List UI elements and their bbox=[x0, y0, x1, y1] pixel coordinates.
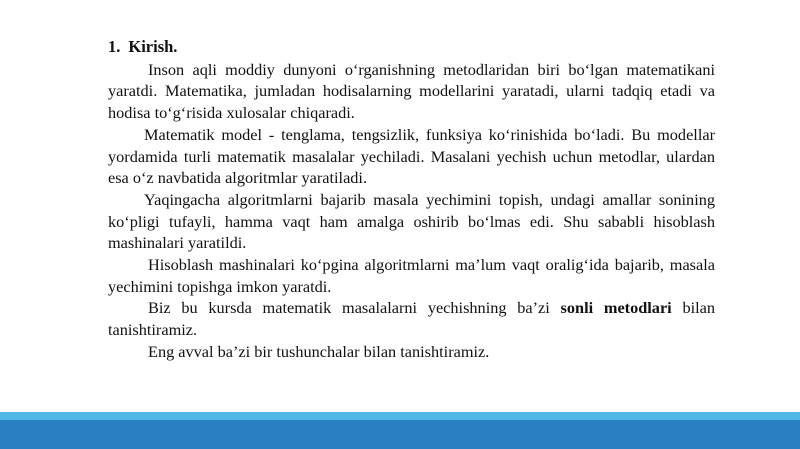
footer-stripe-light bbox=[0, 412, 800, 420]
section-title: Kirish. bbox=[128, 37, 178, 56]
paragraph-6: Eng avval ba’zi bir tushunchalar bilan tanishtiramiz. bbox=[148, 341, 490, 361]
paragraph-5-text-a: Biz bu kursda matematik masalalarni yechishning ba’zi bbox=[148, 298, 561, 318]
paragraph-3: Yaqingacha algoritmlarni bajarib masala yechimini topish, undagi amallar sonining ko‘pligi tufayli, hamma vaqt ham amalga oshirib bo‘lmas edi. Shu sababli hisoblash mashinalari yaratildi. bbox=[108, 189, 715, 253]
paragraph-5-bold-term: sonli metodlari bbox=[560, 298, 672, 318]
section-number: 1. bbox=[108, 37, 121, 56]
paragraph-4: Hisoblash mashinalari ko‘pgina algoritmlarni ma’lum vaqt oralig‘ida bajarib, masala yechimini topishga imkon yaratdi. bbox=[108, 255, 715, 296]
text-body bbox=[108, 36, 715, 363]
paragraph-1: Inson aqli moddiy dunyoni o‘rganishning metodlaridan biri bo‘lgan matematikani yaratdi. Matematika, jumladan hodisalarning modellarini yaratadi, ularni tadqiq etadi va hodisa to‘g‘risida xulosalar chiqaradi. bbox=[108, 59, 715, 123]
paragraph-5 bbox=[108, 297, 715, 340]
paragraph-5-text-b: bilan tanishtiramiz. bbox=[108, 298, 716, 340]
paragraph-2: Matematik model - tenglama, tengsizlik, funksiya ko‘rinishida bo‘ladi. Bu modellar yordamida turli matematik masalalar yechiladi. Masalani yechish uchun metodlar, ulardan esa o‘z navbatida algoritmlar yaratiladi. bbox=[108, 124, 715, 188]
section-heading bbox=[108, 36, 715, 58]
footer-bar bbox=[0, 420, 800, 449]
